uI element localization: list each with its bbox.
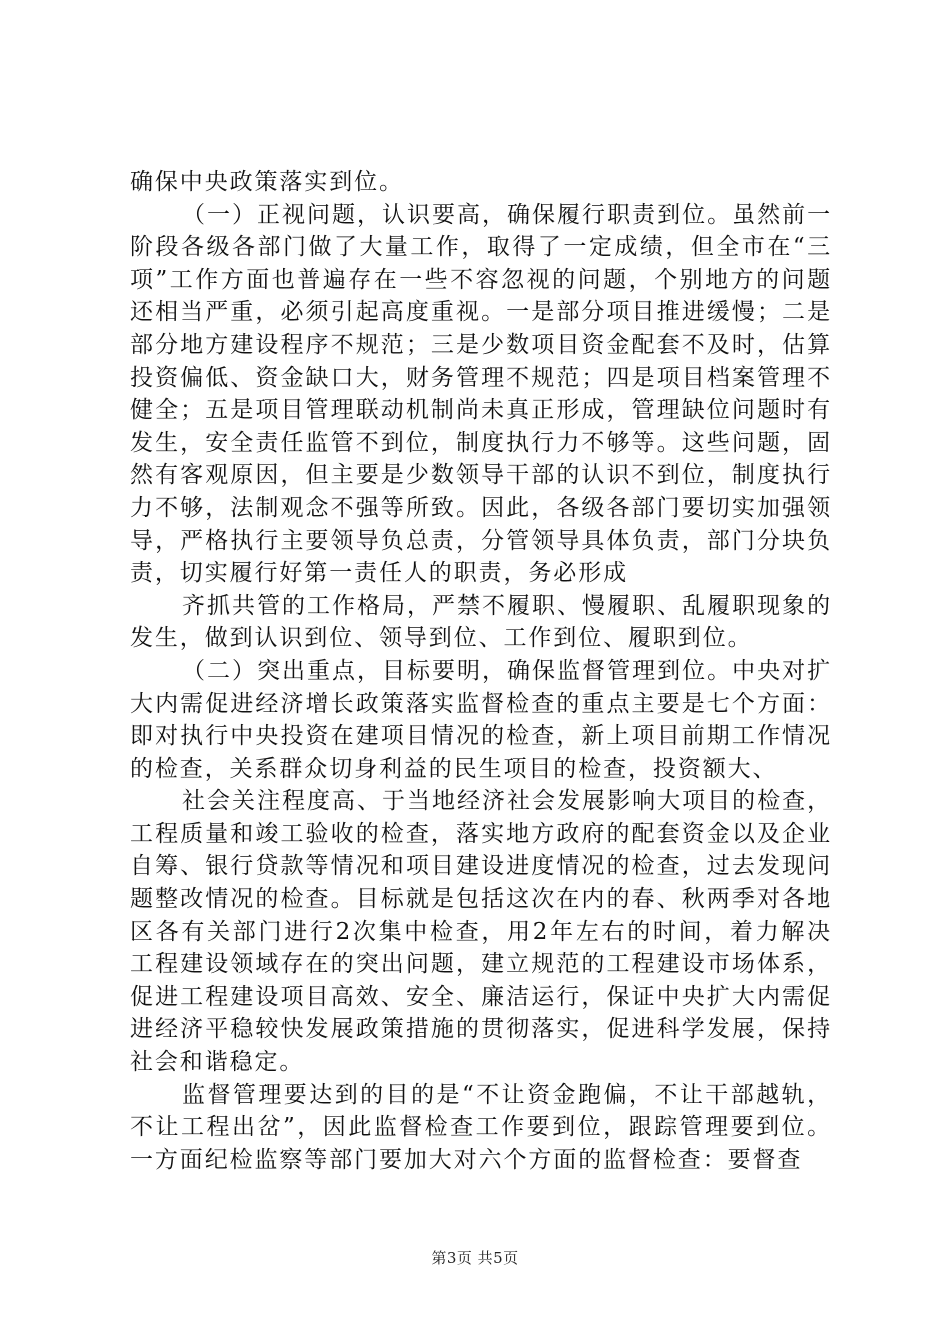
paragraph-3: 齐抓共管的工作格局，严禁不履职、慢履职、乱履职现象的发生，做到认识到位、领导到位、工作到位、履职到位。 (130, 592, 832, 652)
document-body (130, 166, 832, 1176)
page-footer: 第3页 共5页 (431, 1249, 519, 1267)
paragraph-2: （一）正视问题，认识要高，确保履行职责到位。虽然前一阶段各级各部门做了大量工作，取得了一定成绩，但全市在“三项”工作方面也普遍存在一些不容忽视的问题，个别地方的问题还相当严重，必须引起高度重视。一是部分项目推进缓慢；二是部分地方建设程序不规范；三是少数项目资金配套不及时，估算投资偏低、资金缺口大，财务管理不规范；四是项目档案管理不健全；五是项目管理联动机制尚未真正形成，管理缺位问题时有发生，安全责任监管不到位，制度执行力不够等。这些问题，固然有客观原因，但主要是少数领导干部的认识不到位，制度执行力不够，法制观念不强等所致。因此，各级各部门要切实加强领导，严格执行主要领导负总责，分管领导具体负责，部门分块负责，切实履行好第一责任人的职责，务必形成 (130, 201, 832, 587)
paragraph-5: 社会关注程度高、于当地经济社会发展影响大项目的检查，工程质量和竣工验收的检查，落实地方政府的配套资金以及企业自筹、银行贷款等情况和项目建设进度情况的检查，过去发现问题整改情况的检查。目标就是包括这次在内的春、秋两季对各地区各有关部门进行2次集中检查，用2年左右的时间，着力解决工程建设领域存在的突出问题，建立规范的工程建设市场体系，促进工程建设项目高效、安全、廉洁运行，保证中央扩大内需促进经济平稳较快发展政策措施的贯彻落实，促进科学发展，保持社会和谐稳定。 (130, 788, 832, 1076)
paragraph-4: （二）突出重点，目标要明，确保监督管理到位。中央对扩大内需促进经济增长政策落实监督检查的重点主要是七个方面：即对执行中央投资在建项目情况的检查，新上项目前期工作情况的检查，关系群众切身利益的民生项目的检查，投资额大、 (130, 657, 832, 782)
paragraph-1: 确保中央政策落实到位。 (130, 169, 404, 195)
paragraph-6: 监督管理要达到的目的是“不让资金跑偏，不让干部越轨，不让工程出岔”，因此监督检查工作要到位，跟踪管理要到位。一方面纪检监察等部门要加大对六个方面的监督检查：要督查 (130, 1081, 832, 1173)
